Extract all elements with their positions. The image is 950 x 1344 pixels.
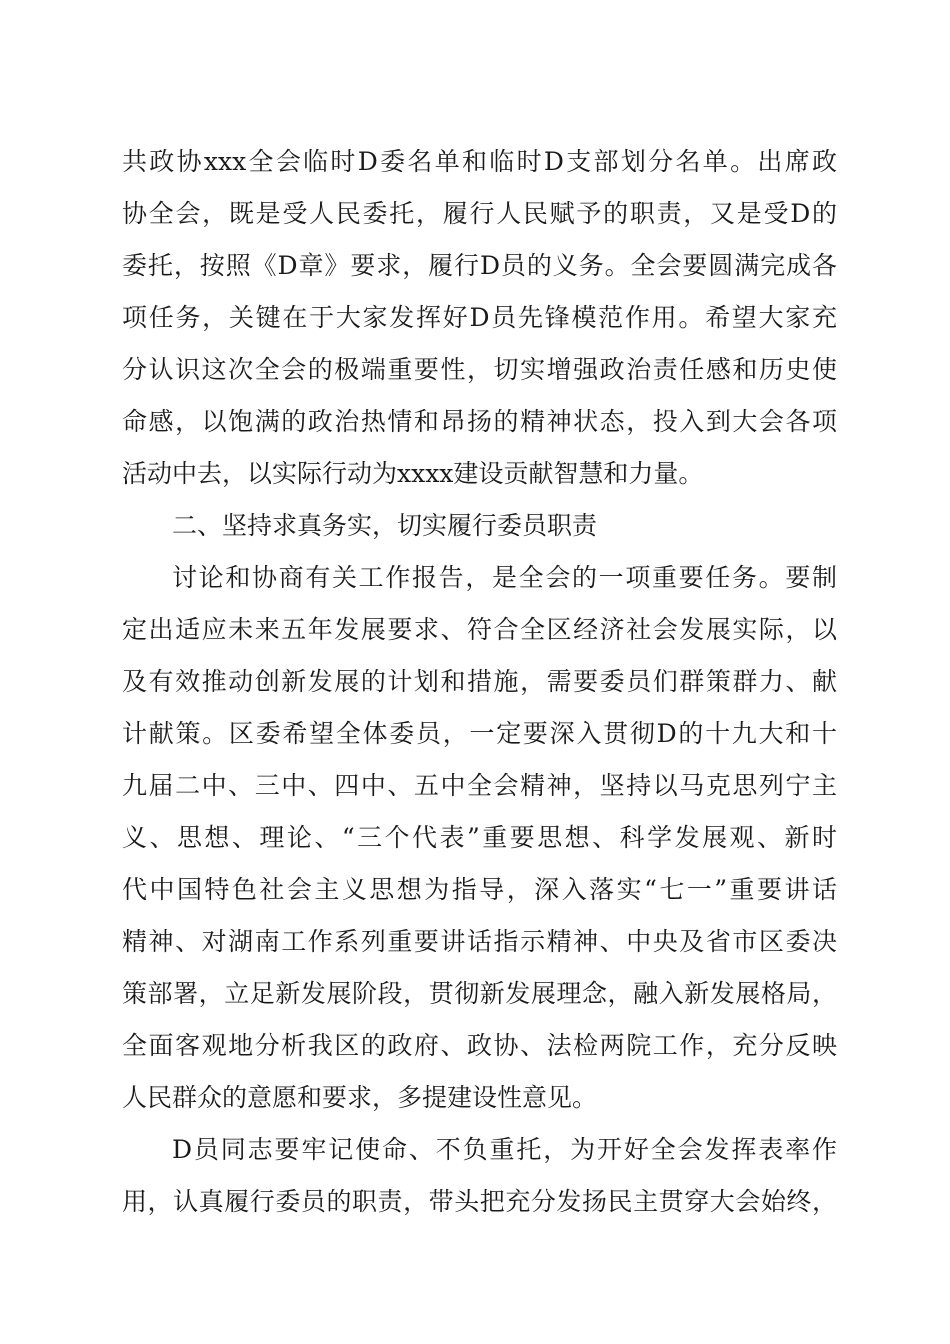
paragraph-1-line-6: 命感，以饱满的政治热情和昂扬的精神状态，投入到大会各项 xyxy=(122,407,837,436)
paragraph-2-line-11: 人民群众的意愿和要求，多提建设性意见。 xyxy=(122,1083,598,1112)
paragraph-1-line-2: 协全会，既是受人民委托，履行人民赋予的职责，又是受D的 xyxy=(122,199,837,228)
paragraph-2-line-5: 九届二中、三中、四中、五中全会精神，坚持以马克思列宁主 xyxy=(122,771,837,800)
paragraph-1-line-3: 委托，按照《D章》要求，履行D员的义务。全会要圆满完成各 xyxy=(122,251,837,280)
paragraph-3-line-1: D员同志要牢记使命、不负重托，为开好全会发挥表率作 xyxy=(172,1135,837,1164)
paragraph-2-line-3: 及有效推动创新发展的计划和措施，需要委员们群策群力、献 xyxy=(122,667,837,696)
paragraph-1-line-1: 共政协xxx全会临时D委名单和临时D支部划分名单。出席政 xyxy=(122,147,837,176)
paragraph-2-line-10: 全面客观地分析我区的政府、政协、法检两院工作，充分反映 xyxy=(122,1031,837,1060)
paragraph-2-line-2: 定出适应未来五年发展要求、符合全区经济社会发展实际，以 xyxy=(122,615,837,644)
paragraph-2-line-9: 策部署，立足新发展阶段，贯彻新发展理念，融入新发展格局， xyxy=(122,979,837,1008)
section-heading-2: 二、坚持求真务实，切实履行委员职责 xyxy=(172,511,598,540)
paragraph-2-line-8: 精神、对湖南工作系列重要讲话指示精神、中央及省市区委决 xyxy=(122,927,837,956)
paragraph-3-line-2: 用，认真履行委员的职责，带头把充分发扬民主贯穿大会始终， xyxy=(122,1187,837,1216)
paragraph-2-line-1: 讨论和协商有关工作报告，是全会的一项重要任务。要制 xyxy=(172,563,837,592)
paragraph-1-line-7: 活动中去，以实际行动为xxxx建设贡献智慧和力量。 xyxy=(122,459,704,488)
paragraph-2-line-6: 义、思想、理论、“三个代表”重要思想、科学发展观、新时 xyxy=(122,823,837,852)
paragraph-1-line-5: 分认识这次全会的极端重要性，切实增强政治责任感和历史使 xyxy=(122,355,837,384)
paragraph-2-line-4: 计献策。区委希望全体委员，一定要深入贯彻D的十九大和十 xyxy=(122,719,837,748)
paragraph-1-line-4: 项任务，关键在于大家发挥好D员先锋模范作用。希望大家充 xyxy=(122,303,837,332)
paragraph-2-line-7: 代中国特色社会主义思想为指导，深入落实“七一”重要讲话 xyxy=(122,875,837,904)
